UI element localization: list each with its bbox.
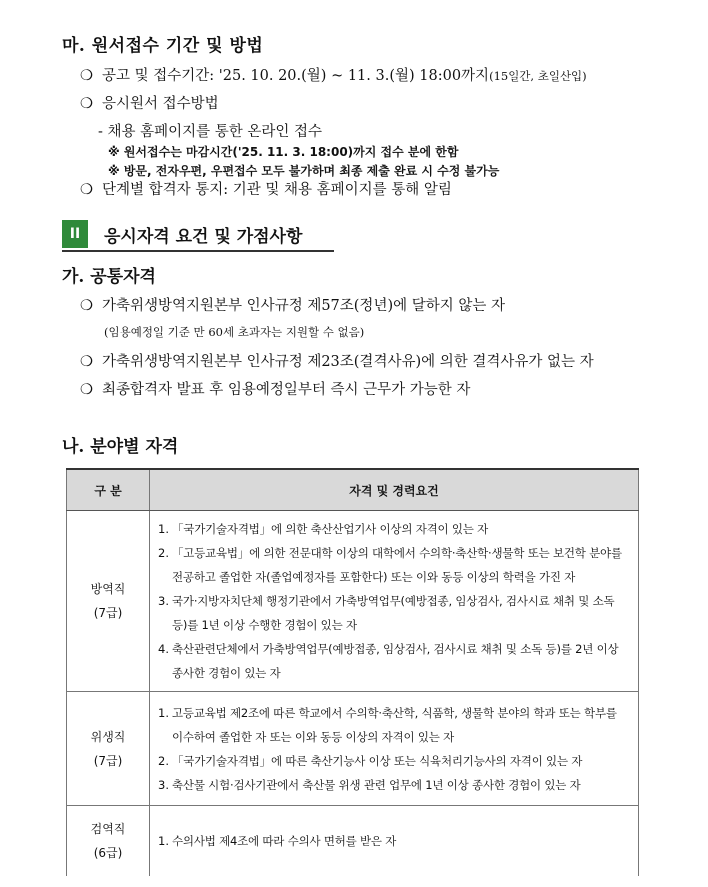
section-ma-title: 마. 원서접수 기간 및 방법 — [62, 36, 264, 56]
period-note: (15일간, 초일산입) — [489, 69, 587, 83]
item-number: 3. — [158, 777, 169, 792]
list-item — [158, 749, 630, 773]
section-2-header — [62, 218, 334, 252]
section-2-number: II — [62, 220, 88, 248]
list-item — [158, 637, 630, 685]
table-row — [67, 511, 639, 692]
notify-text: 단계별 합격자 통지: 기관 및 채용 홈페이지를 통해 알림 — [102, 182, 452, 198]
qualification-table — [66, 468, 639, 876]
header-category: 구 분 — [67, 469, 150, 511]
field-title: 나. 분야별 자격 — [62, 437, 179, 457]
circle-bullet-icon: ❍ — [80, 182, 93, 198]
circle-bullet-icon: ❍ — [80, 96, 93, 112]
item-text: 국가·지방자치단체 행정기관에서 가축방역업무(예방접종, 임상검사, 검사시료 채취 및 소독 등)를 1년 이상 수행한 경험이 있는 자 — [172, 594, 615, 632]
item-number: 1. — [158, 833, 169, 848]
list-item — [158, 541, 630, 589]
method-line — [80, 92, 219, 113]
section-2-title: 응시자격 요건 및 가점사항 — [104, 227, 303, 247]
requirements-cell — [150, 806, 639, 876]
period-text: 공고 및 접수기간: '25. 10. 20.(월) ~ 11. 3.(월) 18:00까지 — [102, 68, 490, 84]
list-item — [158, 773, 630, 797]
method-title: 응시원서 접수방법 — [102, 96, 219, 112]
common-item-1 — [80, 294, 505, 315]
list-item — [158, 517, 630, 541]
category-name: 방역직 — [90, 582, 126, 596]
category-grade: (7급) — [93, 606, 123, 620]
category-cell — [67, 511, 150, 692]
list-item — [158, 589, 630, 637]
item-number: 4. — [158, 642, 169, 656]
notify-line — [80, 178, 452, 199]
item-text: 수의사법 제4조에 따라 수의사 면허를 받은 자 — [172, 833, 397, 848]
note-deadline: ※ 원서접수는 마감시간('25. 11. 3. 18:00)까지 접수 분에 한함 — [108, 145, 459, 159]
item-text: 「국가기술자격법」에 의한 축산산업기사 이상의 자격이 있는 자 — [172, 522, 489, 536]
table-header-row — [67, 469, 639, 511]
item-text: 축산관련단체에서 가축방역업무(예방접종, 임상검사, 검사시료 채취 및 소독 등)를 2년 이상 종사한 경험이 있는 자 — [172, 642, 619, 680]
common-item-1-text: 가축위생방역지원본부 인사규정 제57조(정년)에 달하지 않는 자 — [102, 298, 505, 314]
table-row — [67, 806, 639, 876]
category-name: 위생직 — [90, 729, 126, 744]
item-number: 3. — [158, 594, 169, 608]
category-grade: (6급) — [93, 845, 123, 860]
common-title: 가. 공통자격 — [62, 267, 156, 287]
method-online: - 채용 홈페이지를 통한 온라인 접수 — [98, 124, 323, 140]
list-item — [158, 829, 630, 853]
list-item — [158, 701, 630, 749]
circle-bullet-icon: ❍ — [80, 298, 93, 314]
common-item-2 — [80, 350, 594, 371]
item-text: 「국가기술자격법」에 따른 축산기능사 이상 또는 식육처리기능사의 자격이 있는 자 — [172, 753, 583, 768]
item-text: 축산물 시험·검사기관에서 축산물 위생 관련 업무에 1년 이상 종사한 경험이 있는 자 — [172, 777, 581, 792]
category-name: 검역직 — [90, 821, 126, 836]
circle-bullet-icon: ❍ — [80, 382, 93, 398]
item-number: 1. — [158, 705, 169, 720]
category-cell — [67, 806, 150, 876]
item-text: 고등교육법 제2조에 따른 학교에서 수의학·축산학, 식품학, 생물학 분야의 학과 또는 학부를 이수하여 졸업한 자 또는 이와 동등 이상의 자격이 있는 자 — [172, 705, 617, 744]
period-line — [80, 64, 587, 85]
common-item-3-text: 최종합격자 발표 후 임용예정일부터 즉시 근무가 가능한 자 — [102, 382, 471, 398]
circle-bullet-icon: ❍ — [80, 354, 93, 370]
header-requirements: 자격 및 경력요건 — [150, 469, 639, 511]
item-number: 2. — [158, 546, 169, 560]
common-item-3 — [80, 378, 470, 399]
table-row — [67, 692, 639, 806]
requirements-cell — [150, 511, 639, 692]
category-grade: (7급) — [93, 753, 123, 768]
note-no-visit: ※ 방문, 전자우편, 우편접수 모두 불가하며 최종 제출 완료 시 수정 불가능 — [108, 164, 500, 178]
requirements-cell — [150, 692, 639, 806]
item-number: 1. — [158, 522, 169, 536]
category-cell — [67, 692, 150, 806]
circle-bullet-icon: ❍ — [80, 68, 93, 84]
common-item-1-note: (임용예정일 기준 만 60세 초과자는 지원할 수 없음) — [104, 325, 365, 339]
common-item-2-text: 가축위생방역지원본부 인사규정 제23조(결격사유)에 의한 결격사유가 없는 자 — [102, 354, 594, 370]
item-text: 「고등교육법」에 의한 전문대학 이상의 대학에서 수의학·축산학·생물학 또는 보건학 분야를 전공하고 졸업한 자(졸업예정자를 포함한다) 또는 이와 동등 이상의 학력을 가진 자 — [172, 546, 622, 584]
item-number: 2. — [158, 753, 169, 768]
